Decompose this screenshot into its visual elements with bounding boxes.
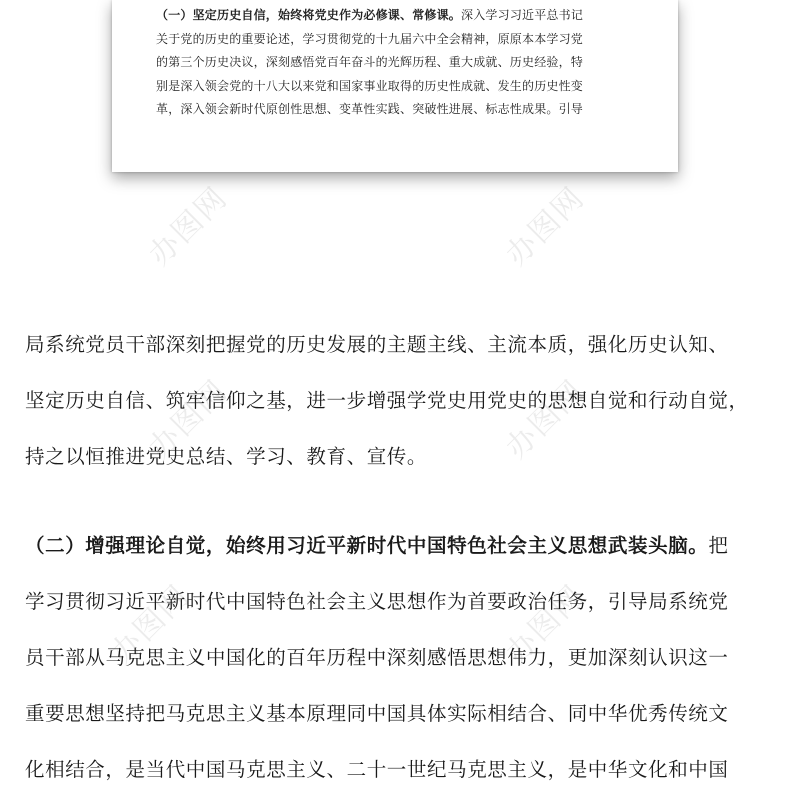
preview-line-3: 的第三个历史决议，深刻感悟党百年奋斗的光辉历程、重大成就、历史经验，特 (156, 55, 584, 70)
body-line: 重要思想坚持把马克思主义基本原理同中国具体实际相结合、同中华优秀传统文 (25, 702, 729, 725)
watermark: 办图网 (499, 373, 592, 466)
body-line-heading: （二）增强理论自觉，始终用习近平新时代中国特色社会主义思想武装头脑。把 (25, 534, 729, 557)
preview-line-5: 革，深入领会新时代原创性思想、变革性实践、突破性进展、标志性成果。引导 (156, 102, 584, 117)
body-line: 员干部从马克思主义中国化的百年历程中深刻感悟思想伟力，更加深刻认识这一 (25, 646, 729, 669)
body-line: 持之以恒推进党史总结、学习、教育、宣传。 (25, 445, 428, 468)
preview-line-2: 关于党的历史的重要论述，学习贯彻党的十九届六中全会精神，原原本本学习党 (156, 31, 584, 46)
preview-line-4: 别是深入领会党的十八大以来党和国家事业取得的历史性成就、发生的历史性变 (156, 78, 584, 93)
body-line: 学习贯彻习近平新时代中国特色社会主义思想作为首要政治任务，引导局系统党 (25, 590, 729, 613)
watermark: 办图网 (104, 578, 197, 671)
watermark: 办图网 (142, 180, 235, 273)
preview-text (156, 4, 644, 122)
document-preview-card (112, 0, 678, 172)
section-heading: （二）增强理论自觉，始终用习近平新时代中国特色社会主义思想武装头脑。 (25, 534, 709, 557)
body-line: 坚定历史自信、筑牢信仰之基，进一步增强学党史用党史的思想自觉和行动自觉， (25, 389, 749, 412)
watermark: 办图网 (499, 578, 592, 671)
body-paragraph-2 (25, 518, 777, 798)
body-paragraph-1 (25, 317, 777, 485)
body-line: 局系统党员干部深刻把握党的历史发展的主题主线、主流本质，强化历史认知、 (25, 333, 729, 356)
watermark: 办图网 (142, 373, 235, 466)
preview-line-1: （一）坚定历史自信，始终将党史作为必修课、常修课。深入学习习近平总书记 (156, 8, 584, 22)
body-line: 化相结合，是当代中国马克思主义、二十一世纪马克思主义，是中华文化和中国 (25, 758, 729, 781)
watermark: 办图网 (499, 180, 592, 273)
preview-heading: （一）坚定历史自信，始终将党史作为必修课、常修课。 (156, 8, 462, 22)
